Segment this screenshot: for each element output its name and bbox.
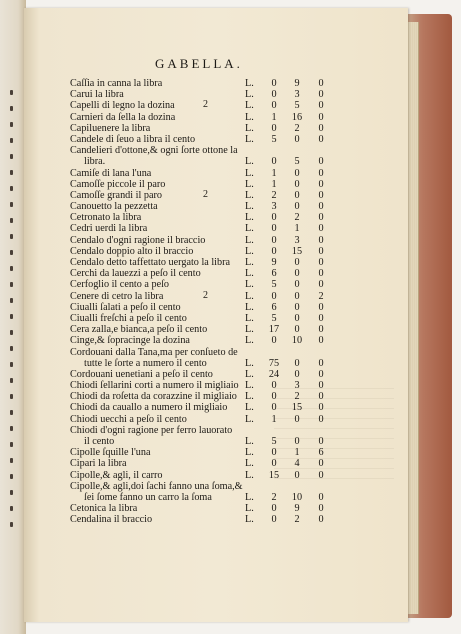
lira-sign: L. [245,223,254,235]
amount-soldi: 2 [294,212,300,224]
entry-item: Carnieri da ſella la dozina [70,111,176,123]
amount-lire: 0 [271,122,277,134]
table-row [70,391,335,402]
amount-lire: 0 [271,447,277,459]
amount-soldi: 3 [294,234,300,246]
table-row [70,458,335,469]
entry-item: il cento [84,436,115,447]
amount-soldi: 15 [291,402,303,414]
entry-item: Cipolle,& agli,doi ſachi fanno una ſoma,& [70,480,243,492]
lira-sign: L. [245,111,254,123]
lira-sign: L. [245,391,254,403]
amount-soldi: 5 [294,156,300,168]
amount-lire: 0 [271,245,277,257]
amount-denari: 0 [318,156,324,168]
amount-soldi: 0 [294,312,300,324]
amount-soldi: 0 [294,436,300,447]
amount-lire: 0 [271,458,277,470]
amount-denari: 0 [318,458,324,470]
lira-sign: L. [245,357,254,369]
amount-lire: 0 [271,100,277,112]
amount-denari: 0 [318,234,324,246]
amount-denari: 0 [318,78,324,89]
marginal-mark: 2 [203,289,208,301]
amount-denari: 0 [318,111,324,123]
table-row [70,257,335,268]
amount-soldi: 0 [294,324,300,336]
lira-sign: L. [245,279,254,291]
lira-sign: L. [245,290,254,302]
table-row [70,134,335,145]
amount-lire: 0 [271,234,277,246]
amount-soldi: 16 [291,111,303,123]
table-row [70,335,335,346]
entry-item: Chiodi uecchi a peſo il cento [70,413,187,425]
table-row [70,380,335,391]
amount-denari: 0 [318,223,324,235]
table-row [70,112,335,123]
amount-lire: 1 [271,167,277,179]
amount-soldi: 0 [294,167,300,179]
lira-sign: L. [245,212,254,224]
amount-lire: 1 [271,111,277,123]
amount-lire: 15 [268,469,280,481]
entry-item: Cetonica la libra [70,503,138,515]
table-row [70,123,335,134]
amount-denari: 0 [318,402,324,414]
amount-soldi: 0 [294,368,300,380]
marginal-mark: 2 [203,99,208,111]
amount-denari: 0 [318,357,324,369]
amount-soldi: 4 [294,458,300,470]
lira-sign: L. [245,178,254,190]
entry-item: Cendalo detto taffettato uergato la libra [70,257,231,268]
table-row [70,302,335,313]
lira-sign: L. [245,268,254,280]
table-row [70,425,335,436]
amount-denari: 0 [318,133,324,145]
table-row [70,369,335,380]
entry-item: Canouetto la pezzetta [70,201,158,213]
facing-page-edge [0,0,26,634]
table-row [70,168,335,179]
facing-page-marks [8,90,18,490]
amount-lire: 0 [271,335,277,347]
amount-lire: 0 [271,290,277,302]
amount-denari: 0 [318,201,324,213]
amount-denari: 2 [318,290,324,302]
amount-denari: 0 [318,514,324,526]
amount-soldi: 3 [294,89,300,101]
table-row [70,447,335,458]
amount-lire: 0 [271,380,277,392]
table-row [70,402,335,413]
lira-sign: L. [245,100,254,112]
table-row [70,201,335,212]
amount-denari: 0 [318,189,324,201]
lira-sign: L. [245,245,254,257]
table-row [70,223,335,234]
lira-sign: L. [245,491,254,503]
running-header: GABELLA. [155,56,243,71]
amount-soldi: 1 [294,447,300,459]
amount-lire: 2 [271,491,277,503]
amount-denari: 0 [318,413,324,425]
amount-lire: 5 [271,133,277,145]
entry-item: Cinge,& ſopracinge la dozina [70,335,190,347]
amount-lire: 9 [271,257,277,268]
entry-item: Cera zalla,e bianca,a peſo il cento [70,324,208,336]
amount-soldi: 2 [294,391,300,403]
amount-lire: 1 [271,413,277,425]
amount-lire: 6 [271,268,277,280]
amount-soldi: 0 [294,469,300,481]
lira-sign: L. [245,257,254,268]
amount-lire: 0 [271,89,277,101]
table-row [70,470,335,481]
entry-item: Cerchi da lauezzi a peſo il cento [70,268,201,280]
amount-soldi: 9 [294,503,300,515]
table-row [70,156,335,167]
entry-item: tutte le ſorte a numero il cento [84,357,207,369]
table-row [70,291,335,302]
amount-denari: 0 [318,312,324,324]
entry-item: Chiodi ſellarini corti a numero il migliaio [70,380,239,392]
entry-item: Chiodi d'ogni ragione per ferro lauorato [70,424,233,436]
amount-soldi: 0 [294,178,300,190]
lira-sign: L. [245,189,254,201]
entry-item: Cendalo d'ogni ragione il braccio [70,234,206,246]
amount-lire: 2 [271,189,277,201]
amount-denari: 0 [318,257,324,268]
amount-soldi: 0 [294,290,300,302]
lira-sign: L. [245,324,254,336]
amount-lire: 3 [271,201,277,213]
table-row [70,246,335,257]
amount-lire: 5 [271,279,277,291]
amount-denari: 0 [318,491,324,503]
amount-soldi: 10 [291,335,303,347]
amount-lire: 0 [271,514,277,526]
table-row [70,235,335,246]
amount-soldi: 1 [294,223,300,235]
lira-sign: L. [245,380,254,392]
lira-sign: L. [245,402,254,414]
entry-item: Chiodi da cauallo a numero il migliaio [70,402,228,414]
table-row [70,358,335,369]
amount-denari: 6 [318,447,324,459]
amount-denari: 0 [318,391,324,403]
lira-sign: L. [245,156,254,168]
amount-soldi: 0 [294,257,300,268]
amount-denari: 0 [318,324,324,336]
amount-denari: 0 [318,89,324,101]
amount-denari: 0 [318,436,324,447]
entry-item: libra. [84,156,106,168]
entry-item: Cedri uerdi la libra [70,223,148,235]
table-row [70,212,335,223]
amount-soldi: 0 [294,357,300,369]
amount-soldi: 10 [291,491,303,503]
amount-lire: 1 [271,178,277,190]
table-row [70,268,335,279]
entry-item: Ciualli freſchi a peſo il cento [70,312,187,324]
lira-sign: L. [245,469,254,481]
lira-sign: L. [245,89,254,101]
amount-soldi: 9 [294,78,300,89]
amount-lire: 75 [268,357,280,369]
entry-item: Caſſia in canna la libra [70,78,163,89]
amount-denari: 0 [318,167,324,179]
amount-denari: 0 [318,469,324,481]
lira-sign: L. [245,167,254,179]
entry-item: Capelli di legno la dozina [70,100,175,112]
table-row [70,436,335,447]
entry-item: Ciualli ſalati a peſo il cento [70,301,181,313]
amount-denari: 0 [318,335,324,347]
entry-item: Candelieri d'ottone,& ogni ſorte ottone la [70,145,238,157]
entry-item: Cendalina il braccio [70,514,153,526]
amount-lire: 5 [271,436,277,447]
amount-soldi: 0 [294,279,300,291]
amount-soldi: 5 [294,100,300,112]
lira-sign: L. [245,368,254,380]
amount-soldi: 15 [291,245,303,257]
amount-denari: 0 [318,268,324,280]
lira-sign: L. [245,201,254,213]
entry-item: Cetronato la libra [70,212,142,224]
amount-denari: 0 [318,279,324,291]
table-row [70,514,335,525]
amount-lire: 0 [271,402,277,414]
amount-denari: 0 [318,122,324,134]
tariff-list [70,78,335,526]
amount-denari: 0 [318,100,324,112]
amount-lire: 17 [268,324,280,336]
entry-item: Camoſſe piccole il paro [70,178,166,190]
amount-denari: 0 [318,245,324,257]
entry-item: Candele di ſeuo a libra il cento [70,133,196,145]
amount-denari: 0 [318,368,324,380]
amount-denari: 0 [318,212,324,224]
entry-item: Cordouani uenetiani a peſo il cento [70,368,213,380]
table-row [70,481,335,492]
lira-sign: L. [245,413,254,425]
amount-denari: 0 [318,503,324,515]
amount-denari: 0 [318,380,324,392]
entry-item: Cenere di cetro la libra [70,290,164,302]
marginal-mark: 2 [203,188,208,200]
amount-soldi: 0 [294,413,300,425]
amount-lire: 5 [271,312,277,324]
entry-item: Capiluenere la libra [70,122,151,134]
amount-soldi: 3 [294,380,300,392]
entry-item: Carui la libra [70,89,124,101]
amount-lire: 0 [271,391,277,403]
lira-sign: L. [245,514,254,526]
entry-item: Camoſſe grandi il paro [70,189,162,201]
lira-sign: L. [245,312,254,324]
table-row [70,347,335,358]
entry-item: Cipolle ſquille l'una [70,447,151,459]
amount-lire: 0 [271,156,277,168]
amount-lire: 0 [271,223,277,235]
table-row [70,100,335,111]
lira-sign: L. [245,78,254,89]
table-row [70,492,335,503]
amount-soldi: 0 [294,301,300,313]
table-row [70,78,335,89]
lira-sign: L. [245,503,254,515]
table-row [70,414,335,425]
table-row [70,145,335,156]
amount-soldi: 0 [294,189,300,201]
table-row [70,190,335,201]
entry-item: Cerfoglio il cento a peſo [70,279,170,291]
amount-lire: 24 [268,368,280,380]
amount-lire: 0 [271,212,277,224]
entry-item: Camiſe di lana l'una [70,167,152,179]
lira-sign: L. [245,133,254,145]
amount-soldi: 2 [294,122,300,134]
amount-lire: 0 [271,503,277,515]
table-row [70,503,335,514]
entry-item: ſei ſome fanno un carro la ſoma [84,491,212,503]
table-row [70,324,335,335]
amount-soldi: 0 [294,268,300,280]
entry-item: Cipari la libra [70,458,127,470]
amount-denari: 0 [318,301,324,313]
entry-item: Cipolle,& agli, il carro [70,469,163,481]
entry-item: Chiodi da roſetta da corazzine il migliaio [70,391,237,403]
amount-lire: 0 [271,78,277,89]
lira-sign: L. [245,447,254,459]
lira-sign: L. [245,234,254,246]
lira-sign: L. [245,436,254,447]
amount-soldi: 0 [294,133,300,145]
entry-item: Cendalo doppio alto il braccio [70,245,194,257]
lira-sign: L. [245,122,254,134]
amount-soldi: 2 [294,514,300,526]
table-row [70,313,335,324]
lira-sign: L. [245,335,254,347]
amount-lire: 6 [271,301,277,313]
lira-sign: L. [245,301,254,313]
amount-soldi: 0 [294,201,300,213]
lira-sign: L. [245,458,254,470]
amount-denari: 0 [318,178,324,190]
entry-item: Cordouani dalla Tana,ma per conſueto de [70,346,238,358]
